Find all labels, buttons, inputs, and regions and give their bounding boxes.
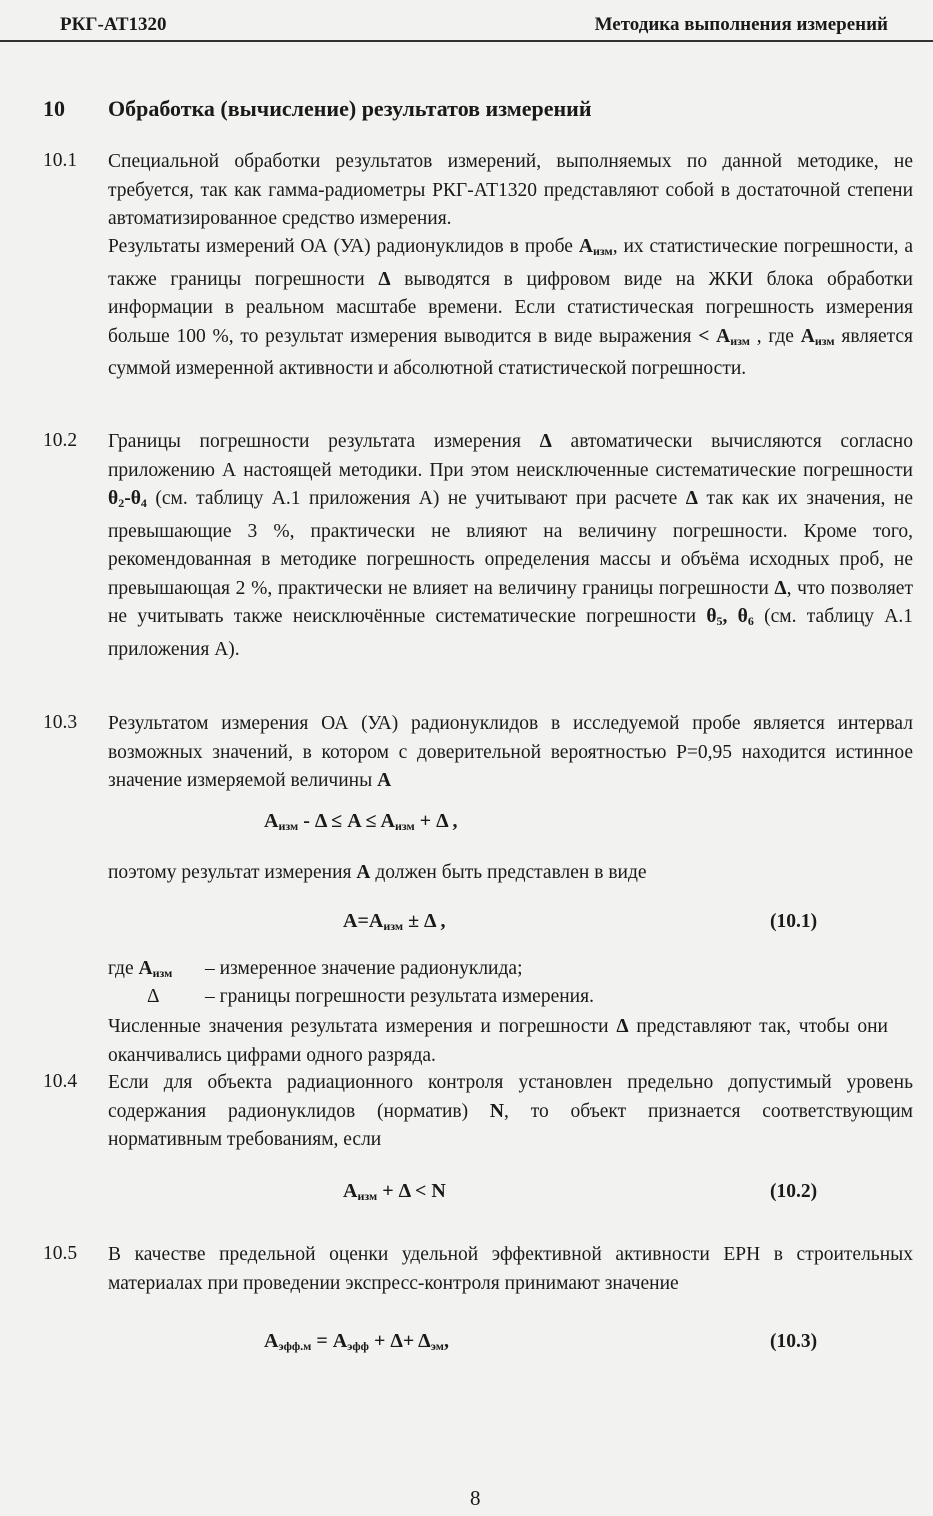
clause-10-2-text: Границы погрешности результата измерения Δ автоматически вычисляются согласно приложению А настоящей методики. При этом неисключенные систематические погрешности $\theta_2-\theta_4$ (см. таблицу А.1 приложения А) не учитывают при расчете Δ так как их значения, не превышающие 3 %, практически не влияют на величину погрешности. Кроме того, рекомендованная в методике погрешность определения массы и объёма исходных проб, не превышающая 2 %, практически не влияет на величину границы погрешности Δ, что позволяет не учитывать также неисключённые систематические погрешности $\theta_5$, $\theta_6$ (см. таблицу А.1 приложения А). [108,431,913,660]
clause-number-10-3: 10.3 [43,712,78,733]
clause-number-10-5: 10.5 [43,1243,78,1264]
section-number: 10 [43,96,65,121]
where-clause-1: где $A_{изм}$ [108,958,173,980]
formula-10-3: $A_{эфф.м} = A_{эфф} + \Delta+ \Delta_{эм}$, [264,1330,449,1353]
clause-number-10-2: 10.2 [43,430,78,451]
formula-number-10-2: (10.2) [770,1181,818,1202]
formula-number-10-1: (10.1) [770,911,818,932]
header-rule [0,40,933,42]
header-doc-title: Методика выполнения измерений [594,14,888,35]
clause-number-10-4: 10.4 [43,1071,78,1092]
clause-number-10-1: 10.1 [43,150,78,171]
header-doc-code: РКГ-АТ1320 [60,14,167,35]
clause-10-5-text: В качестве предельной оценки удельной эффективной активности ЕРН в строительных материалах при проведении экспресс-контроля принимают значение [108,1244,913,1294]
page-number: 8 [470,1486,481,1510]
section-title: Обработка (вычисление) результатов измерений [108,96,592,121]
clause-10-1-text1: Специальной обработки результатов измерений, выполняемых по данной методике, не требуется, так как гамма-радиометры РКГ-АТ1320 представляют собой в достаточной степени автоматизированное средство измерения. [108,151,913,229]
clause-10-3-text: Результатом измерения ОА (УА) радионуклидов в исследуемой пробе является интервал возможных значений, в котором с доверительной вероятностью Р=0,95 находится истинное значение измеряемой величины A [108,713,913,791]
formula-interval: $A_{изм} - \Delta \le A \le A_{изм} + \Delta$ , [264,810,458,833]
where-clause-2: Δ [147,986,160,1007]
clause-10-3-rounding: Численные значения результата измерения и погрешности Δ представляют так, чтобы они оканчивались цифрами одного разряда. [108,1016,888,1066]
clause-10-3-lead: поэтому результат измерения A должен быть представлен в виде [108,862,647,883]
formula-10-1: $A=A_{изм} \pm \Delta$ , [343,910,446,933]
formula-number-10-3: (10.3) [770,1331,818,1352]
clause-10-1-text2: Результаты измерений ОА (УА) радионуклидов в пробе $A_{изм}$, их статистические погрешности, а также границы погрешности Δ выводятся в цифровом виде на ЖКИ блока обработки информации в реальном масштабе времени. Если статистическая погрешность измерения больше 100 %, то результат измерения выводится в виде выражения < $A_{изм}$ , где $A_{изм}$ является суммой измеренной активности и абсолютной статистической погрешности. [108,236,914,379]
where-desc-1: – измеренное значение радионуклида; [205,958,523,979]
where-desc-2: – границы погрешности результата измерения. [205,986,594,1007]
clause-10-4-text: Если для объекта радиационного контроля установлен предельно допустимый уровень содержания радионуклидов (норматив) N, то объект признается соответствующим нормативным требованиям, если [108,1072,913,1150]
formula-10-2: $A_{изм} + \Delta < N$ [343,1180,446,1203]
